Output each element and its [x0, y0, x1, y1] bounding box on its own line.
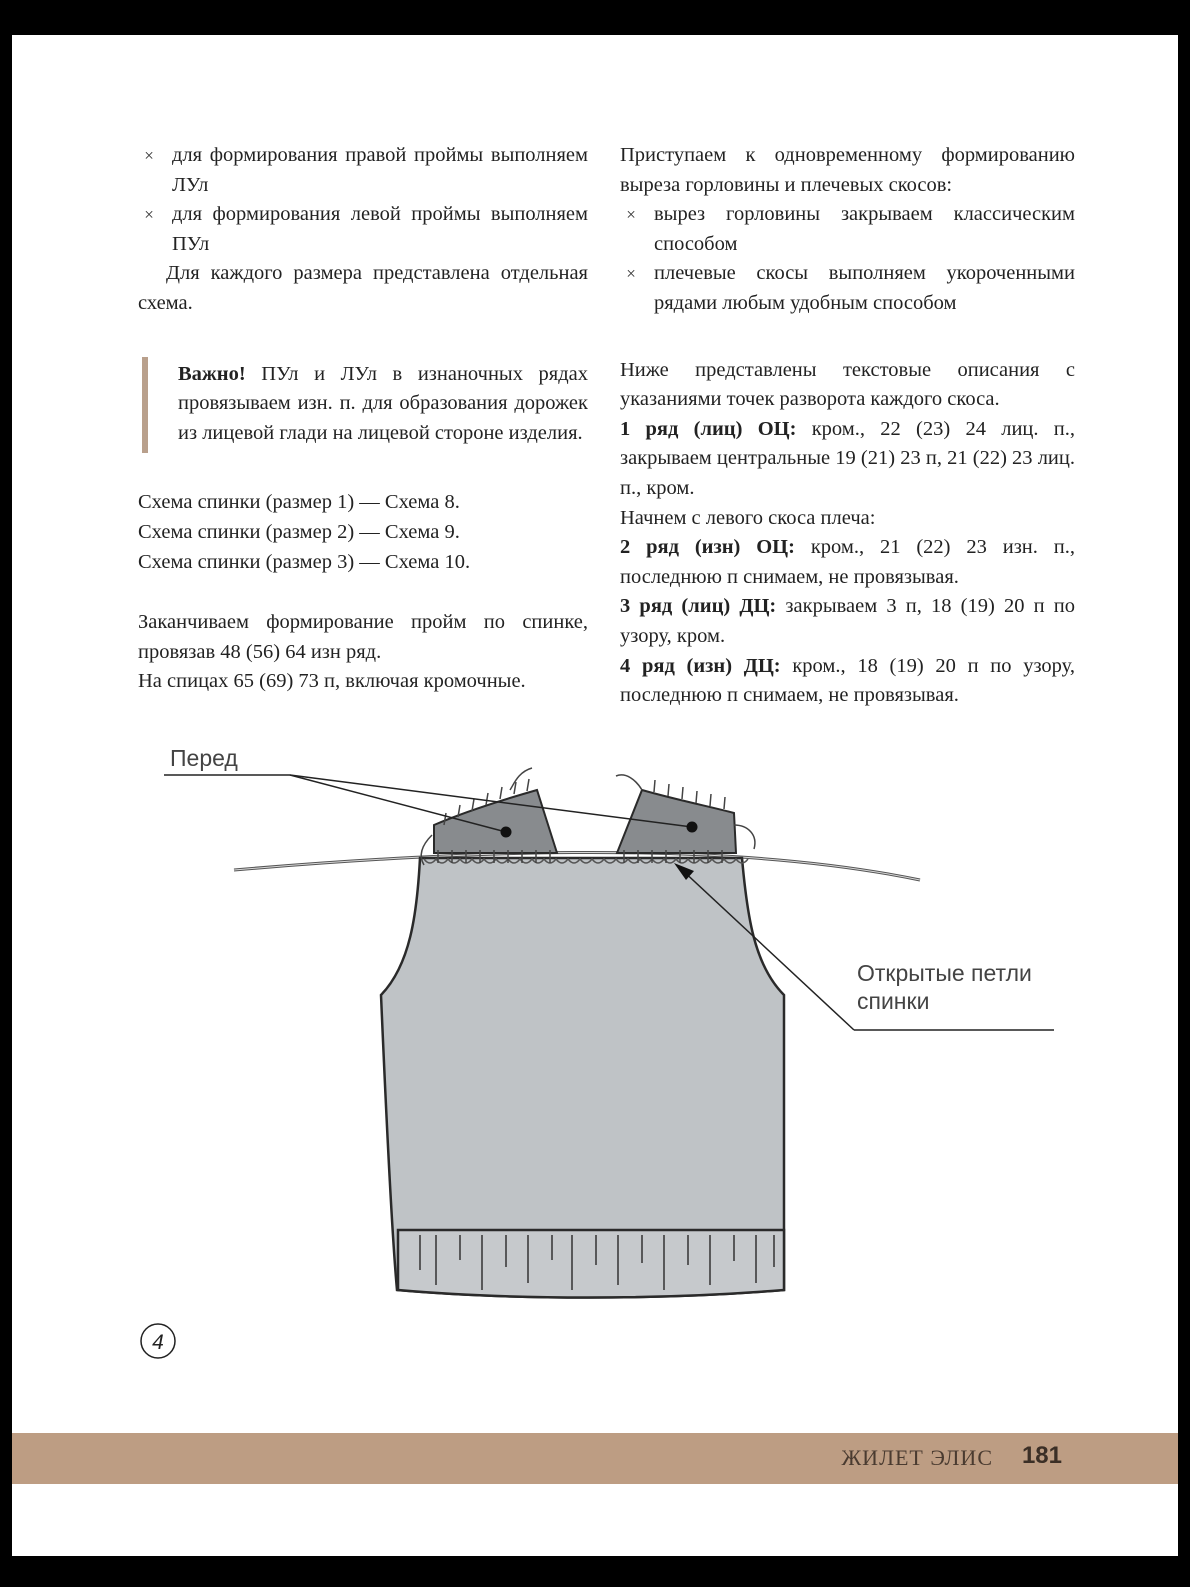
bullet-text: вырез горловины закрываем классическим способом: [654, 203, 1075, 255]
page-number: 181: [1021, 1442, 1062, 1469]
label-open-loops-2: спинки: [857, 988, 930, 1014]
callout-dot-right: [687, 822, 698, 833]
callout-dot-left: [501, 827, 512, 838]
intro-paragraph: Приступаем к одновременному формированию выреза горловины и плечевых скосов:: [620, 144, 1075, 196]
front-shoulder-left: [434, 790, 557, 853]
row-label: 2 ряд (изн) ОЦ:: [620, 536, 795, 559]
start-left-shoulder: Начнем с левого скоса плеча:: [620, 506, 876, 529]
vest-illustration: [12, 35, 1178, 1415]
row-label: 3 ряд (лиц) ДЦ:: [620, 595, 777, 618]
stitch-count: На спицах 65 (69) 73 п, включая кромочные.: [138, 670, 526, 693]
label-front: Перед: [170, 745, 238, 771]
scheme-line: Схема спинки (размер 1) — Схема 8.: [138, 491, 460, 514]
bullet-text: для формирования левой проймы выполняем ПУл: [172, 203, 588, 255]
row-text: закрываем 3 п, 18 (19) 20 п по узору, кром.: [620, 595, 1076, 647]
chapter-title: ЖИЛЕТ ЭЛИС: [841, 1445, 993, 1470]
bullet-text: для формирования правой проймы выполняем ЛУл: [172, 144, 588, 196]
scheme-line: Схема спинки (размер 2) — Схема 9.: [138, 520, 460, 543]
sizes-paragraph: Для каждого размера представлена отдельная схема.: [138, 262, 588, 314]
cross-marker-icon: ×: [626, 205, 636, 225]
ribbing-band: [398, 1230, 784, 1298]
description-intro: Ниже представлены текстовые описания с указаниями точек разворота каждого скоса.: [620, 358, 1075, 411]
bullet-text: плечевые скосы выполняем укороченными рядами любым удобным способом: [654, 262, 1075, 314]
row-text: кром., 18 (19) 20 п по узору, последнюю п снимаем, не провязывая.: [620, 654, 1075, 707]
front-shoulder-right: [617, 790, 736, 853]
important-text: ПУл и ЛУл в изнаночных рядах провязываем изн. п. для образования дорожек из лицевой глади на лицевой стороне изделия.: [178, 362, 588, 444]
label-open-loops: Открытые петли: [857, 960, 1032, 986]
cross-marker-icon: ×: [144, 205, 154, 225]
cross-marker-icon: ×: [626, 264, 636, 284]
cross-marker-icon: ×: [144, 146, 154, 165]
step-number: 4: [152, 1331, 164, 1354]
row-label: 4 ряд (изн) ДЦ:: [620, 654, 781, 677]
row-text: кром., 22 (23) 24 лиц. п., закрываем центральные 19 (21) 23 п, 21 (22) 23 лиц. п., кром.: [620, 417, 1075, 499]
finish-paragraph: Заканчиваем формирование пройм по спинке, провязав 48 (56) 64 изн ряд.: [138, 611, 588, 663]
row-label: 1 ряд (лиц) ОЦ:: [620, 417, 797, 440]
scheme-line: Схема спинки (размер 3) — Схема 10.: [138, 550, 471, 573]
book-page: [12, 35, 1178, 1556]
important-label: Важно!: [178, 362, 246, 385]
row-text: кром., 21 (22) 23 изн. п., последнюю п снимаем, не провязывая.: [620, 536, 1075, 588]
footer-bar: [12, 1433, 1178, 1484]
